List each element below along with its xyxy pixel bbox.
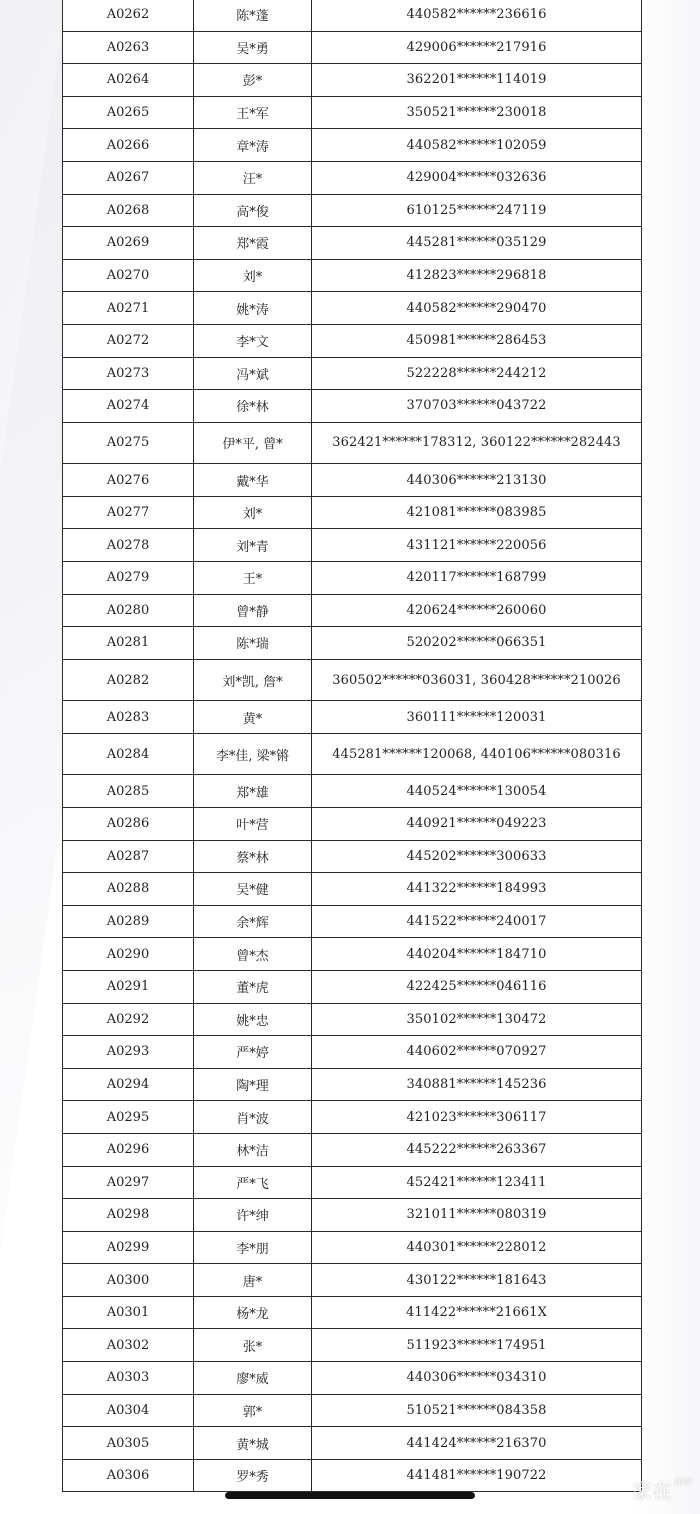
table-row xyxy=(63,1459,642,1492)
row-code: A0266 xyxy=(63,129,194,162)
table-row xyxy=(63,259,642,292)
row-name: 吴*勇 xyxy=(194,31,312,64)
row-name: 王*军 xyxy=(194,96,312,129)
table-row xyxy=(63,1394,642,1427)
row-name: 刘*凯, 詹* xyxy=(194,659,312,701)
table-row xyxy=(63,1003,642,1036)
row-id-number: 420624******260060 xyxy=(312,594,642,627)
row-code: A0298 xyxy=(63,1199,194,1232)
row-code: A0293 xyxy=(63,1036,194,1069)
row-id-number: 441481******190722 xyxy=(312,1459,642,1492)
table-row xyxy=(63,938,642,971)
row-id-number: 360111******120031 xyxy=(312,701,642,734)
row-name: 郑*霞 xyxy=(194,227,312,260)
table-row xyxy=(63,194,642,227)
row-name: 高*俊 xyxy=(194,194,312,227)
row-id-number: 362201******114019 xyxy=(312,64,642,97)
row-id-number: 370703******043722 xyxy=(312,390,642,423)
row-name: 郑*雄 xyxy=(194,775,312,808)
row-id-number: 422425******046116 xyxy=(312,970,642,1003)
row-name: 彭* xyxy=(194,64,312,97)
table-row xyxy=(63,496,642,529)
row-code: A0296 xyxy=(63,1133,194,1166)
table-row xyxy=(63,96,642,129)
row-code: A0297 xyxy=(63,1166,194,1199)
row-id-number: 431121******220056 xyxy=(312,529,642,562)
table-row xyxy=(63,873,642,906)
row-code: A0290 xyxy=(63,938,194,971)
table-row xyxy=(63,31,642,64)
row-code: A0288 xyxy=(63,873,194,906)
row-code: A0302 xyxy=(63,1329,194,1362)
row-name: 陶*理 xyxy=(194,1068,312,1101)
row-code: A0294 xyxy=(63,1068,194,1101)
table-row xyxy=(63,529,642,562)
row-code: A0272 xyxy=(63,324,194,357)
row-code: A0292 xyxy=(63,1003,194,1036)
row-id-number: 420117******168799 xyxy=(312,562,642,595)
table-row xyxy=(63,840,642,873)
row-code: A0286 xyxy=(63,807,194,840)
row-code: A0282 xyxy=(63,659,194,701)
row-code: A0270 xyxy=(63,259,194,292)
row-id-number: 445281******035129 xyxy=(312,227,642,260)
row-name: 吴*健 xyxy=(194,873,312,906)
row-code: A0283 xyxy=(63,701,194,734)
row-name: 刘* xyxy=(194,259,312,292)
row-code: A0306 xyxy=(63,1459,194,1492)
row-name: 姚*忠 xyxy=(194,1003,312,1036)
row-name: 叶*营 xyxy=(194,807,312,840)
row-name: 章*涛 xyxy=(194,129,312,162)
row-name: 伊*平, 曾* xyxy=(194,422,312,464)
table-row xyxy=(63,1101,642,1134)
row-code: A0301 xyxy=(63,1296,194,1329)
row-name: 汪* xyxy=(194,161,312,194)
row-id-number: 445222******263367 xyxy=(312,1133,642,1166)
table-body xyxy=(63,0,642,1492)
row-id-number: 421023******306117 xyxy=(312,1101,642,1134)
table-row xyxy=(63,1199,642,1232)
table-row xyxy=(63,562,642,595)
row-code: A0305 xyxy=(63,1427,194,1460)
row-id-number: 452421******123411 xyxy=(312,1166,642,1199)
row-name: 严*婷 xyxy=(194,1036,312,1069)
row-code: A0304 xyxy=(63,1394,194,1427)
row-code: A0276 xyxy=(63,464,194,497)
watermark xyxy=(632,1475,692,1504)
row-id-number: 440582******290470 xyxy=(312,292,642,325)
row-id-number: 510521******084358 xyxy=(312,1394,642,1427)
table-row xyxy=(63,1329,642,1362)
row-id-number: 441522******240017 xyxy=(312,905,642,938)
table-row xyxy=(63,807,642,840)
row-name: 刘* xyxy=(194,496,312,529)
table-row xyxy=(63,1362,642,1395)
row-code: A0291 xyxy=(63,970,194,1003)
row-id-number: 350521******230018 xyxy=(312,96,642,129)
row-id-number: 445202******300633 xyxy=(312,840,642,873)
table-row xyxy=(63,390,642,423)
row-name: 郭* xyxy=(194,1394,312,1427)
row-code: A0295 xyxy=(63,1101,194,1134)
row-id-number: 440921******049223 xyxy=(312,807,642,840)
table-row xyxy=(63,227,642,260)
row-code: A0262 xyxy=(63,0,194,31)
watermark-small-text: 深圳 xyxy=(673,1478,692,1488)
row-id-number: 412823******296818 xyxy=(312,259,642,292)
row-code: A0265 xyxy=(63,96,194,129)
document-page xyxy=(62,0,640,1492)
row-id-number: 321011******080319 xyxy=(312,1199,642,1232)
row-name: 罗*秀 xyxy=(194,1459,312,1492)
table-row xyxy=(63,1296,642,1329)
row-name: 曾*杰 xyxy=(194,938,312,971)
row-code: A0269 xyxy=(63,227,194,260)
row-code: A0268 xyxy=(63,194,194,227)
table-row xyxy=(63,292,642,325)
row-name: 李*朋 xyxy=(194,1231,312,1264)
table-row xyxy=(63,161,642,194)
row-name: 李*佳, 梁*锵 xyxy=(194,733,312,775)
row-id-number: 340881******145236 xyxy=(312,1068,642,1101)
row-name: 曾*静 xyxy=(194,594,312,627)
row-id-number: 450981******286453 xyxy=(312,324,642,357)
row-code: A0280 xyxy=(63,594,194,627)
row-id-number: 440301******228012 xyxy=(312,1231,642,1264)
row-name: 肖*波 xyxy=(194,1101,312,1134)
row-id-number: 441322******184993 xyxy=(312,873,642,906)
row-id-number: 511923******174951 xyxy=(312,1329,642,1362)
row-id-number: 610125******247119 xyxy=(312,194,642,227)
row-name: 林*洁 xyxy=(194,1133,312,1166)
table-row xyxy=(63,422,642,464)
table-row xyxy=(63,627,642,660)
row-id-number: 440602******070927 xyxy=(312,1036,642,1069)
row-name: 严*飞 xyxy=(194,1166,312,1199)
row-name: 张* xyxy=(194,1329,312,1362)
row-code: A0264 xyxy=(63,64,194,97)
row-id-number: 360502******036031, 360428******210026 xyxy=(312,659,642,701)
row-code: A0267 xyxy=(63,161,194,194)
table-row xyxy=(63,324,642,357)
background-right xyxy=(631,0,700,1514)
row-id-number: 430122******181643 xyxy=(312,1264,642,1297)
row-id-number: 441424******216370 xyxy=(312,1427,642,1460)
row-id-number: 440306******034310 xyxy=(312,1362,642,1395)
row-name: 陈*蓬 xyxy=(194,0,312,31)
table-row xyxy=(63,0,642,31)
row-name: 戴*华 xyxy=(194,464,312,497)
row-code: A0273 xyxy=(63,357,194,390)
row-id-number: 440524******130054 xyxy=(312,775,642,808)
row-id-number: 440582******236616 xyxy=(312,0,642,31)
table-row xyxy=(63,1166,642,1199)
row-id-number: 440582******102059 xyxy=(312,129,642,162)
row-id-number: 440306******213130 xyxy=(312,464,642,497)
table-row xyxy=(63,1264,642,1297)
table-row xyxy=(63,64,642,97)
table-row xyxy=(63,129,642,162)
row-id-number: 520202******066351 xyxy=(312,627,642,660)
row-code: A0278 xyxy=(63,529,194,562)
row-name: 余*辉 xyxy=(194,905,312,938)
row-code: A0271 xyxy=(63,292,194,325)
home-indicator[interactable] xyxy=(225,1492,475,1499)
row-id-number: 429006******217916 xyxy=(312,31,642,64)
row-name: 刘*青 xyxy=(194,529,312,562)
row-name: 李*文 xyxy=(194,324,312,357)
row-code: A0289 xyxy=(63,905,194,938)
row-name: 董*虎 xyxy=(194,970,312,1003)
row-id-number: 421081******083985 xyxy=(312,496,642,529)
row-id-number: 440204******184710 xyxy=(312,938,642,971)
row-id-number: 429004******032636 xyxy=(312,161,642,194)
table-row xyxy=(63,1068,642,1101)
row-code: A0274 xyxy=(63,390,194,423)
row-name: 徐*林 xyxy=(194,390,312,423)
table-row xyxy=(63,659,642,701)
row-name: 唐* xyxy=(194,1264,312,1297)
watermark-text: 家在 xyxy=(631,1479,672,1503)
row-code: A0277 xyxy=(63,496,194,529)
row-code: A0275 xyxy=(63,422,194,464)
row-code: A0300 xyxy=(63,1264,194,1297)
row-name: 黄*城 xyxy=(194,1427,312,1460)
table-row xyxy=(63,905,642,938)
row-name: 廖*威 xyxy=(194,1362,312,1395)
row-code: A0284 xyxy=(63,733,194,775)
row-code: A0303 xyxy=(63,1362,194,1395)
row-code: A0287 xyxy=(63,840,194,873)
list-table xyxy=(62,0,642,1492)
table-row xyxy=(63,594,642,627)
row-code: A0279 xyxy=(63,562,194,595)
row-id-number: 522228******244212 xyxy=(312,357,642,390)
table-row xyxy=(63,733,642,775)
table-row xyxy=(63,1427,642,1460)
row-code: A0299 xyxy=(63,1231,194,1264)
table-row xyxy=(63,1133,642,1166)
row-id-number: 445281******120068, 440106******080316 xyxy=(312,733,642,775)
row-name: 蔡*林 xyxy=(194,840,312,873)
table-row xyxy=(63,701,642,734)
table-row xyxy=(63,1231,642,1264)
table-row xyxy=(63,357,642,390)
row-id-number: 350102******130472 xyxy=(312,1003,642,1036)
row-id-number: 411422******21661X xyxy=(312,1296,642,1329)
row-id-number: 362421******178312, 360122******282443 xyxy=(312,422,642,464)
row-name: 许*绅 xyxy=(194,1199,312,1232)
row-name: 冯*斌 xyxy=(194,357,312,390)
table-row xyxy=(63,970,642,1003)
row-name: 陈*瑞 xyxy=(194,627,312,660)
row-name: 王* xyxy=(194,562,312,595)
table-row xyxy=(63,464,642,497)
table-row xyxy=(63,775,642,808)
row-code: A0285 xyxy=(63,775,194,808)
table-row xyxy=(63,1036,642,1069)
row-code: A0263 xyxy=(63,31,194,64)
row-code: A0281 xyxy=(63,627,194,660)
row-name: 姚*涛 xyxy=(194,292,312,325)
row-name: 黄* xyxy=(194,701,312,734)
row-name: 杨*龙 xyxy=(194,1296,312,1329)
